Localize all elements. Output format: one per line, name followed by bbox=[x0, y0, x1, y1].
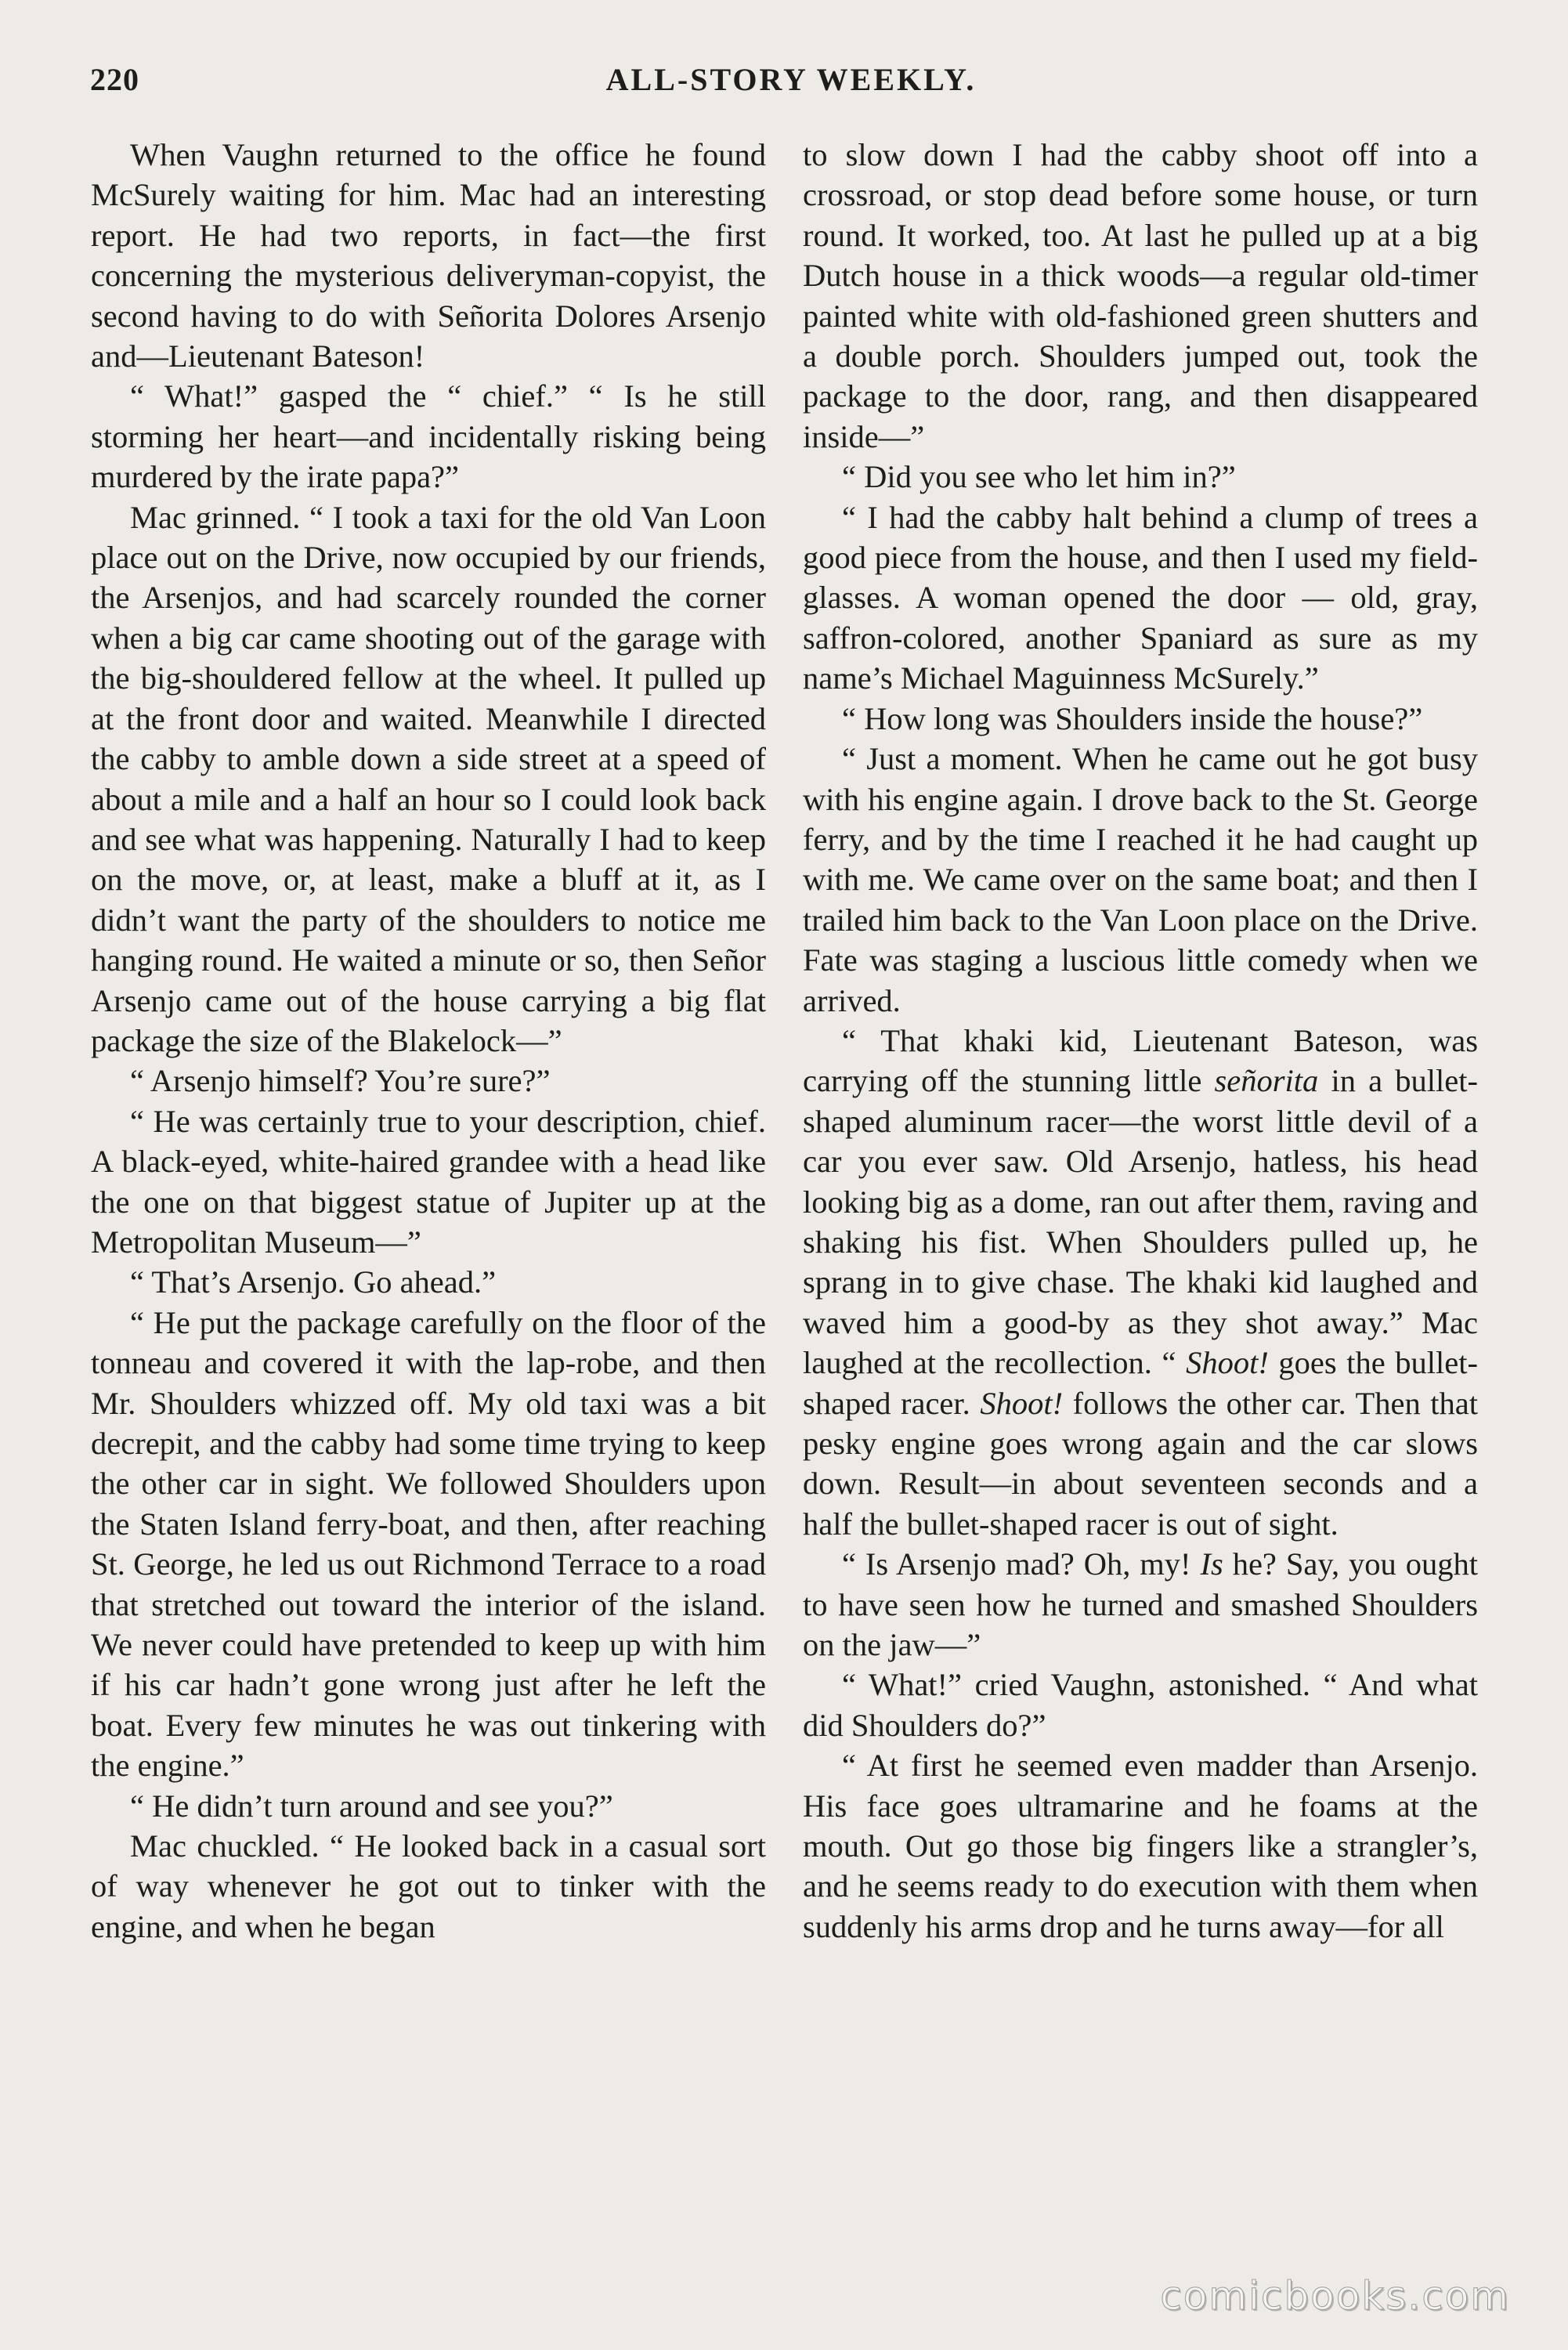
right-column bbox=[803, 135, 1478, 1947]
paragraph-continued: to slow down I had the cabby shoot off into a crossroad, or stop dead before some house, or turn round. It worked, too. At last he pulled up at a big Dutch house in a thick woods—a regular old-timer painted white with old-fashioned green shutters and a double porch. Shoulders jumped out, took the package to the door, rang, and then disappeared inside—” bbox=[803, 137, 1478, 454]
paragraph: “ What!” cried Vaughn, astonished. “ And what did Shoulders do?” bbox=[803, 1667, 1478, 1743]
page-number: 220 bbox=[90, 62, 139, 97]
text-run: in a bullet-shaped aluminum racer—the worst little devil of a car you ever saw. Old Arsenjo, hatless, his head looking big as a dome, ran out after them, raving and shaking his fist. When Shoulders pulled up, he sprang in to give chase. The khaki kid laughed and waved him a good-by as they shot away.” Mac laughed at the recollection. “ bbox=[803, 1063, 1478, 1381]
paragraph: “ That’s Arsenjo. Go ahead.” bbox=[130, 1264, 497, 1300]
running-title: ALL-STORY WEEKLY. bbox=[605, 62, 977, 97]
italic-text: señorita bbox=[1214, 1063, 1319, 1099]
text-run: goes the bullet-shaped racer. bbox=[803, 1345, 1478, 1421]
paragraph: When Vaughn returned to the office he found McSurely waiting for him. Mac had an interesting report. He had two reports, in fact—the first concerning the mysterious deliveryman-copyist, the second having to do with Señorita Dolores Arsenjo and—Lieutenant Bateson! bbox=[91, 137, 766, 374]
text-run: follows the other car. Then that pesky engine goes wrong again and the car slows down. Result—in about seventeen seconds and a half the bullet-shaped racer is out of sight. bbox=[803, 1385, 1478, 1542]
paragraph: “ Just a moment. When he came out he got busy with his engine again. I drove back to the St. George ferry, and by the time I reached it he had caught up with me. We came over on the same boat; and then I trailed him back to the Van Loon place on the Drive. Fate was staging a luscious little comedy when we arrived. bbox=[803, 741, 1478, 1018]
text-run: he? Say, you ought to have seen how he turned and smashed Shoulders on the jaw—” bbox=[803, 1546, 1479, 1663]
paragraph: Mac grinned. “ I took a taxi for the old Van Loon place out on the Drive, now occupied by our friends, the Arsenjos, and had scarcely rounded the corner when a big car came shooting out of the garage with the big-shouldered fellow at the wheel. It pulled up at the front door and waited. Meanwhile I directed the cabby to amble down a side street at a speed of about a mile and a half an hour so I could look back and see what was happening. Naturally I had to keep on the move, or, at least, make a bluff at it, as I didn’t want the party of the shoulders to notice me hanging round. He waited a minute or so, then Señor Arsenjo came out of the house carrying a big flat package the size of the Blakelock—” bbox=[91, 499, 766, 1058]
paragraph: “ I had the cabby halt behind a clump of trees a good piece from the house, and then I used my field-glasses. A woman opened the door — old, gray, saffron-colored, another Spaniard as sure as my name’s Michael Maguinness McSurely.” bbox=[803, 499, 1478, 696]
italic-text: Is bbox=[1200, 1546, 1223, 1582]
paragraph bbox=[803, 1021, 1478, 1544]
italic-text: Shoot! bbox=[1186, 1345, 1269, 1381]
text-run: “ That khaki kid, Lieutenant Bateson, was carrying off the stunning little bbox=[803, 1022, 1478, 1099]
paragraph: “ Arsenjo himself? You’re sure?” bbox=[130, 1063, 551, 1099]
text-run: “ Is Arsenjo mad? Oh, my! bbox=[842, 1546, 1201, 1582]
paragraph: “ He didn’t turn around and see you?” bbox=[130, 1788, 613, 1824]
paragraph: “ What!” gasped the “ chief.” “ Is he still storming her heart—and incidentally risking being murdered by the irate papa?” bbox=[91, 378, 766, 495]
paragraph bbox=[803, 1544, 1478, 1665]
paragraph: “ How long was Shoulders inside the house?” bbox=[842, 700, 1423, 736]
paragraph: “ He was certainly true to your description, chief. A black-eyed, white-haired grandee with a head like the one on that biggest statue of Jupiter up at the Metropolitan Museum—” bbox=[91, 1103, 766, 1260]
watermark: comicbooks.com bbox=[1160, 2273, 1510, 2319]
paragraph: “ He put the package carefully on the floor of the tonneau and covered it with the lap-robe, and then Mr. Shoulders whizzed off. My old taxi was a bit decrepit, and the cabby had some time trying to keep the other car in sight. We followed Shoulders upon the Staten Island ferry-boat, and then, after reaching St. George, he led us out Richmond Terrace to a road that stretched out toward the interior of the island. We never could have pretended to keep up with him if his car hadn’t gone wrong just after he left the boat. Every few minutes he was out tinkering with the engine.” bbox=[91, 1304, 766, 1784]
paragraph: “ Did you see who let him in?” bbox=[842, 459, 1236, 495]
paragraph: “ At first he seemed even madder than Arsenjo. His face goes ultramarine and he foams at the mouth. Out go those big fingers like a strangler’s, and he seems ready to do execution with them when suddenly his arms drop and he turns away—for all bbox=[803, 1748, 1478, 1944]
page-header bbox=[90, 61, 1492, 108]
paragraph: Mac chuckled. “ He looked back in a casual sort of way whenever he got out to tinker with the engine, and when he began bbox=[91, 1828, 766, 1944]
italic-text: Shoot! bbox=[980, 1385, 1064, 1421]
left-column bbox=[91, 135, 766, 1947]
